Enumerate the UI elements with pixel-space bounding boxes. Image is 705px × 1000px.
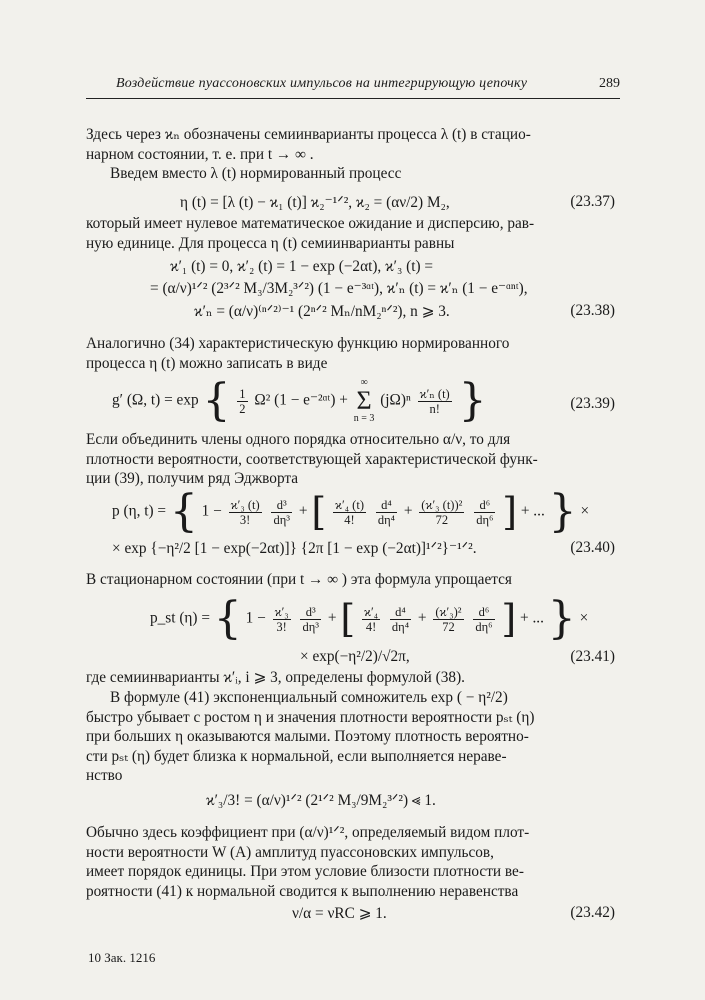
- text-line: Введем вместо λ (t) нормированный процесс: [110, 165, 402, 182]
- equation-number: (23.39): [570, 395, 615, 412]
- equation-23-39: [112, 375, 487, 426]
- paragraph-2: [86, 164, 614, 184]
- paragraph-7: [86, 668, 614, 688]
- text-line: нство: [86, 767, 123, 784]
- equation-23-40-line-2: × exp {−η²/2 [1 − exp(−2αt)]} {2π [1 − exp (−2αt)]¹ᐟ²}⁻¹ᐟ².: [112, 540, 477, 557]
- equation-23-38-line-2: = (α/ν)¹ᐟ² (2³ᐟ² M₃/3M₂³ᐟ²) (1 − e⁻³ᵅᵗ), ϰ′ₙ (t) = ϰ′ₙ (1 − e⁻ᵅⁿᵗ),: [150, 280, 528, 297]
- text-line: Если объединить члены одного порядка относительно α/ν, то для: [86, 431, 511, 448]
- text-line: роятности (41) к нормальной сводится к выполнению неравенства: [86, 882, 519, 900]
- text-line: нарном состоянии, т. е. при t → ∞ .: [86, 145, 314, 163]
- text-line: при больших η оказываются малыми. Поэтому плотность вероятно-: [86, 728, 529, 745]
- text-line: В формуле (41) экспоненциальный сомножитель exp ( − η²/2): [110, 689, 508, 706]
- fraction: $\frac{1}{2}$: [239, 386, 246, 416]
- printer-signature: 10 Зак. 1216: [88, 950, 156, 965]
- running-header: [86, 74, 620, 99]
- equation-23-40-line-1: p (η, t) = { 1 − $\frac{\text{ϰ′₃ (t)}}{3!}$ $\frac{\text{d³}}{\text{dη³}}$ + [ $\frac{\text{ϰ′₄ (t)}}{4!}$ $\frac{\text{d⁴}}{\text{dη⁴}}$ + $\frac{\text{(ϰ′₃ (t))²}}{72}$ $\frac{\text{d⁶}}{\text{dη⁶}}$ ] + ... } ×: [112, 486, 590, 537]
- lhs: g′ (Ω, t) = exp: [112, 391, 199, 409]
- text-line: сти pₛₜ (η) будет близка к нормальной, если выполняется нераве-: [86, 747, 507, 765]
- equation-number: (23.40): [570, 539, 615, 556]
- text-line: ции (39), получим ряд Эджворта: [86, 470, 299, 487]
- equation-number: (23.37): [570, 193, 615, 210]
- page-number: 289: [599, 76, 620, 91]
- text-line: Аналогично (34) характеристическую функцию нормированного: [86, 335, 510, 352]
- paragraph-4: [86, 334, 614, 373]
- running-title: Воздействие пуассоновских импульсов на интегрирующую цепочку: [116, 76, 528, 91]
- text-line: процесса η (t) можно записать в виде: [86, 354, 328, 372]
- equation-23-38-line-1: ϰ′₁ (t) = 0, ϰ′₂ (t) = 1 − exp (−2αt), ϰ′₃ (t) =: [170, 258, 434, 275]
- equation-number: (23.38): [570, 302, 615, 319]
- right-brace: }: [458, 375, 487, 426]
- text-line: где семиинварианты ϰ′ᵢ, i ⩾ 3, определены формулой (38).: [86, 669, 465, 686]
- fraction: $\frac{\text{ϰ′ₙ (t)}}{n!}$: [419, 386, 450, 416]
- paragraph-3: [86, 214, 614, 253]
- equation-inequality: ϰ′₃/3! = (α/ν)¹ᐟ² (2¹ᐟ² M₃/9M₂³ᐟ²) ⪡ 1.: [206, 792, 436, 809]
- text-line: быстро убывает с ростом η и значения плотности вероятности pₛₜ (η): [86, 708, 535, 726]
- paragraph-6: [86, 570, 614, 590]
- summation: ∞ Σ n = 3: [353, 377, 375, 424]
- middle-term: Ω² (1 − e⁻²ᵅᵗ) +: [254, 391, 348, 409]
- equation-number: (23.41): [570, 648, 615, 665]
- text-line: В стационарном состоянии (при t → ∞ ) эта формула упрощается: [86, 571, 512, 588]
- text-line: Обычно здесь коэффициент при (α/ν)¹ᐟ², определяемый видом плот-: [86, 824, 530, 841]
- power-term: (jΩ)ⁿ: [380, 391, 411, 409]
- equation-number: (23.42): [570, 904, 615, 921]
- text-line: Здесь через ϰₙ обозначены семиинварианты процесса λ (t) в стацио-: [86, 126, 531, 143]
- equation-23-42: ν/α = νRC ⩾ 1.: [292, 905, 387, 922]
- text-line: ную единице. Для процесса η (t) семиинварианты равны: [86, 234, 455, 252]
- text-line: который имеет нулевое математическое ожидание и дисперсию, рав-: [86, 215, 535, 232]
- equation-23-41-line-1: p_st (η) = { 1 − $\frac{\text{ϰ′₃}}{3!}$ $\frac{\text{d³}}{\text{dη³}}$ + [ $\frac{\text{ϰ′₄}}{4!}$ $\frac{\text{d⁴}}{\text{dη⁴}}$ + $\frac{\text{(ϰ′₃)²}}{72}$ $\frac{\text{d⁶}}{\text{dη⁶}}$ ] + ... } ×: [150, 593, 589, 644]
- paragraph-9: [86, 823, 614, 901]
- equation-23-41-line-2: × exp(−η²/2)/√2π,: [300, 648, 410, 665]
- paragraph-8: [86, 688, 614, 786]
- text-line: имеет порядок единицы. При этом условие близости плотности ве-: [86, 863, 524, 880]
- left-brace: {: [202, 375, 231, 426]
- paragraph-1: [86, 125, 614, 164]
- equation-23-37: η (t) = [λ (t) − ϰ₁ (t)] ϰ₂⁻¹ᐟ², ϰ₂ = (αν/2) M₂,: [180, 194, 450, 211]
- text-line: ности вероятности W (A) амплитуд пуассоновских импульсов,: [86, 843, 494, 861]
- text-line: плотности вероятности, соответствующей характеристической функ-: [86, 450, 538, 468]
- paragraph-5: [86, 430, 614, 489]
- equation-23-38-line-3: ϰ′ₙ = (α/ν)⁽ⁿᐟ²⁾⁻¹ (2ⁿᐟ² Mₙ/nM₂ⁿᐟ²), n ⩾ 3.: [194, 303, 450, 320]
